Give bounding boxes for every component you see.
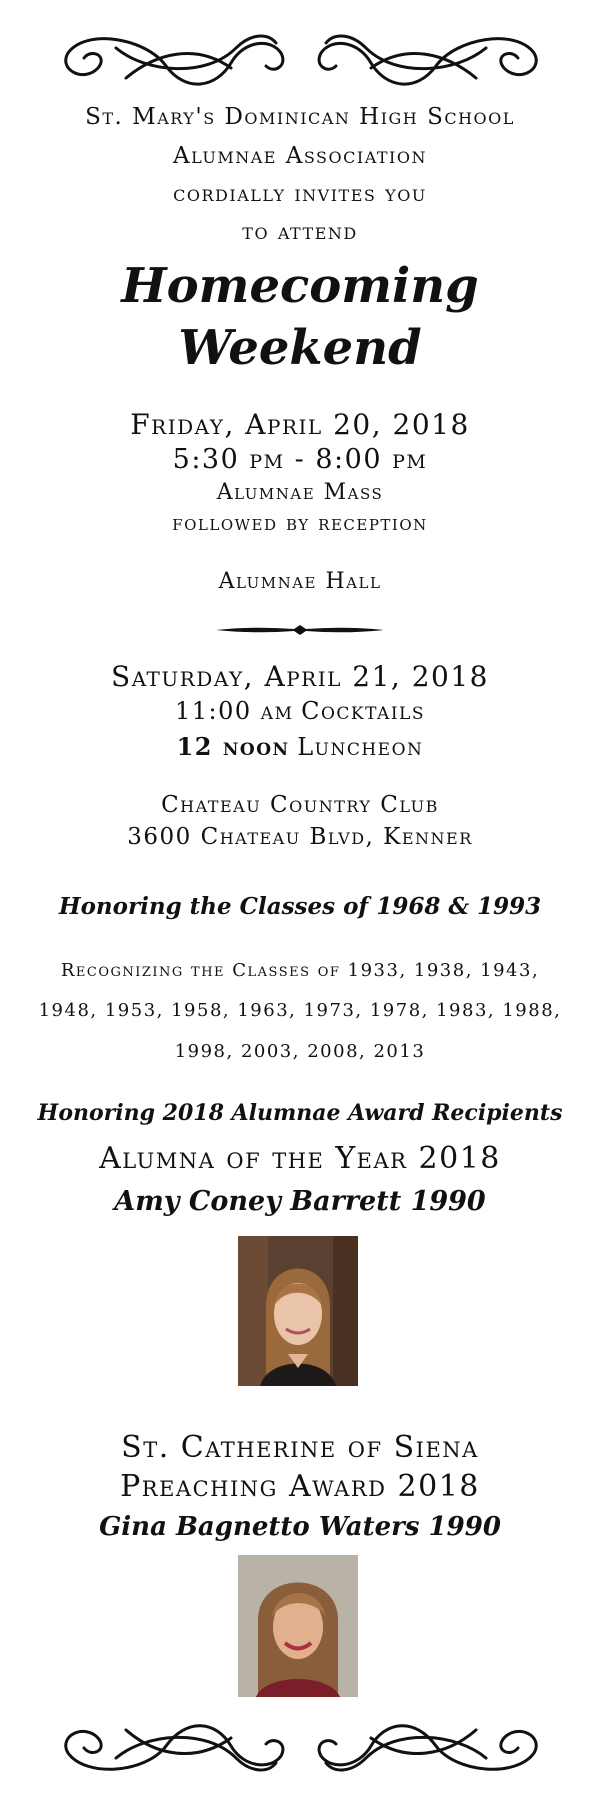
- awards-heading: Honoring 2018 Alumnae Award Recipients: [37, 1100, 563, 1126]
- cocktails-line: [0, 697, 600, 725]
- recognizing-line2: 1948, 1953, 1958, 1963, 1973, 1978, 1983, 1988,: [38, 1000, 562, 1021]
- luncheon-label: Luncheon: [297, 733, 424, 761]
- luncheon-time: 12 noon: [176, 732, 290, 761]
- friday-event-line2: followed by reception: [172, 511, 428, 536]
- cocktails-label: Cocktails: [301, 697, 425, 725]
- attend-text: to attend: [242, 219, 358, 245]
- bottom-flourish-ornament: [56, 1708, 546, 1786]
- association-name: Alumnae Association: [173, 143, 427, 169]
- friday-location: Alumnae Hall: [218, 569, 382, 594]
- alumna-photo: [238, 1236, 358, 1386]
- friday-time: 5:30 pm - 8:00 pm: [172, 444, 428, 475]
- preaching-name: Gina Bagnetto Waters 1990: [99, 1512, 501, 1542]
- preaching-title-line1: St. Catherine of Siena: [121, 1430, 479, 1465]
- recognizing-line1: Recognizing the Classes of 1933, 1938, 1943,: [60, 960, 540, 981]
- preaching-recipient-photo: [238, 1555, 358, 1697]
- alumna-title: Alumna of the Year 2018: [99, 1141, 501, 1176]
- top-flourish-ornament: [56, 18, 546, 96]
- preaching-title-line2: Preaching Award 2018: [120, 1469, 480, 1504]
- event-title-line2: Weekend: [178, 320, 422, 376]
- alumna-name: Amy Coney Barrett 1990: [114, 1186, 486, 1217]
- divider-ornament: [214, 620, 386, 640]
- saturday-date: Saturday, April 21, 2018: [111, 660, 489, 693]
- recognizing-line3: 1998, 2003, 2008, 2013: [174, 1041, 426, 1062]
- cocktails-time: 11:00 am: [175, 697, 294, 725]
- event-title-line1: Homecoming: [121, 258, 479, 314]
- honoring-classes: Honoring the Classes of 1968 & 1993: [58, 893, 542, 920]
- school-name: St. Mary's Dominican High School: [85, 104, 515, 130]
- luncheon-line: [0, 732, 600, 761]
- friday-event-line1: Alumnae Mass: [216, 480, 384, 505]
- venue-name: Chateau Country Club: [161, 792, 439, 818]
- friday-date: Friday, April 20, 2018: [130, 408, 470, 441]
- venue-address: 3600 Chateau Blvd, Kenner: [127, 824, 473, 850]
- invite-text: cordially invites you: [173, 181, 427, 207]
